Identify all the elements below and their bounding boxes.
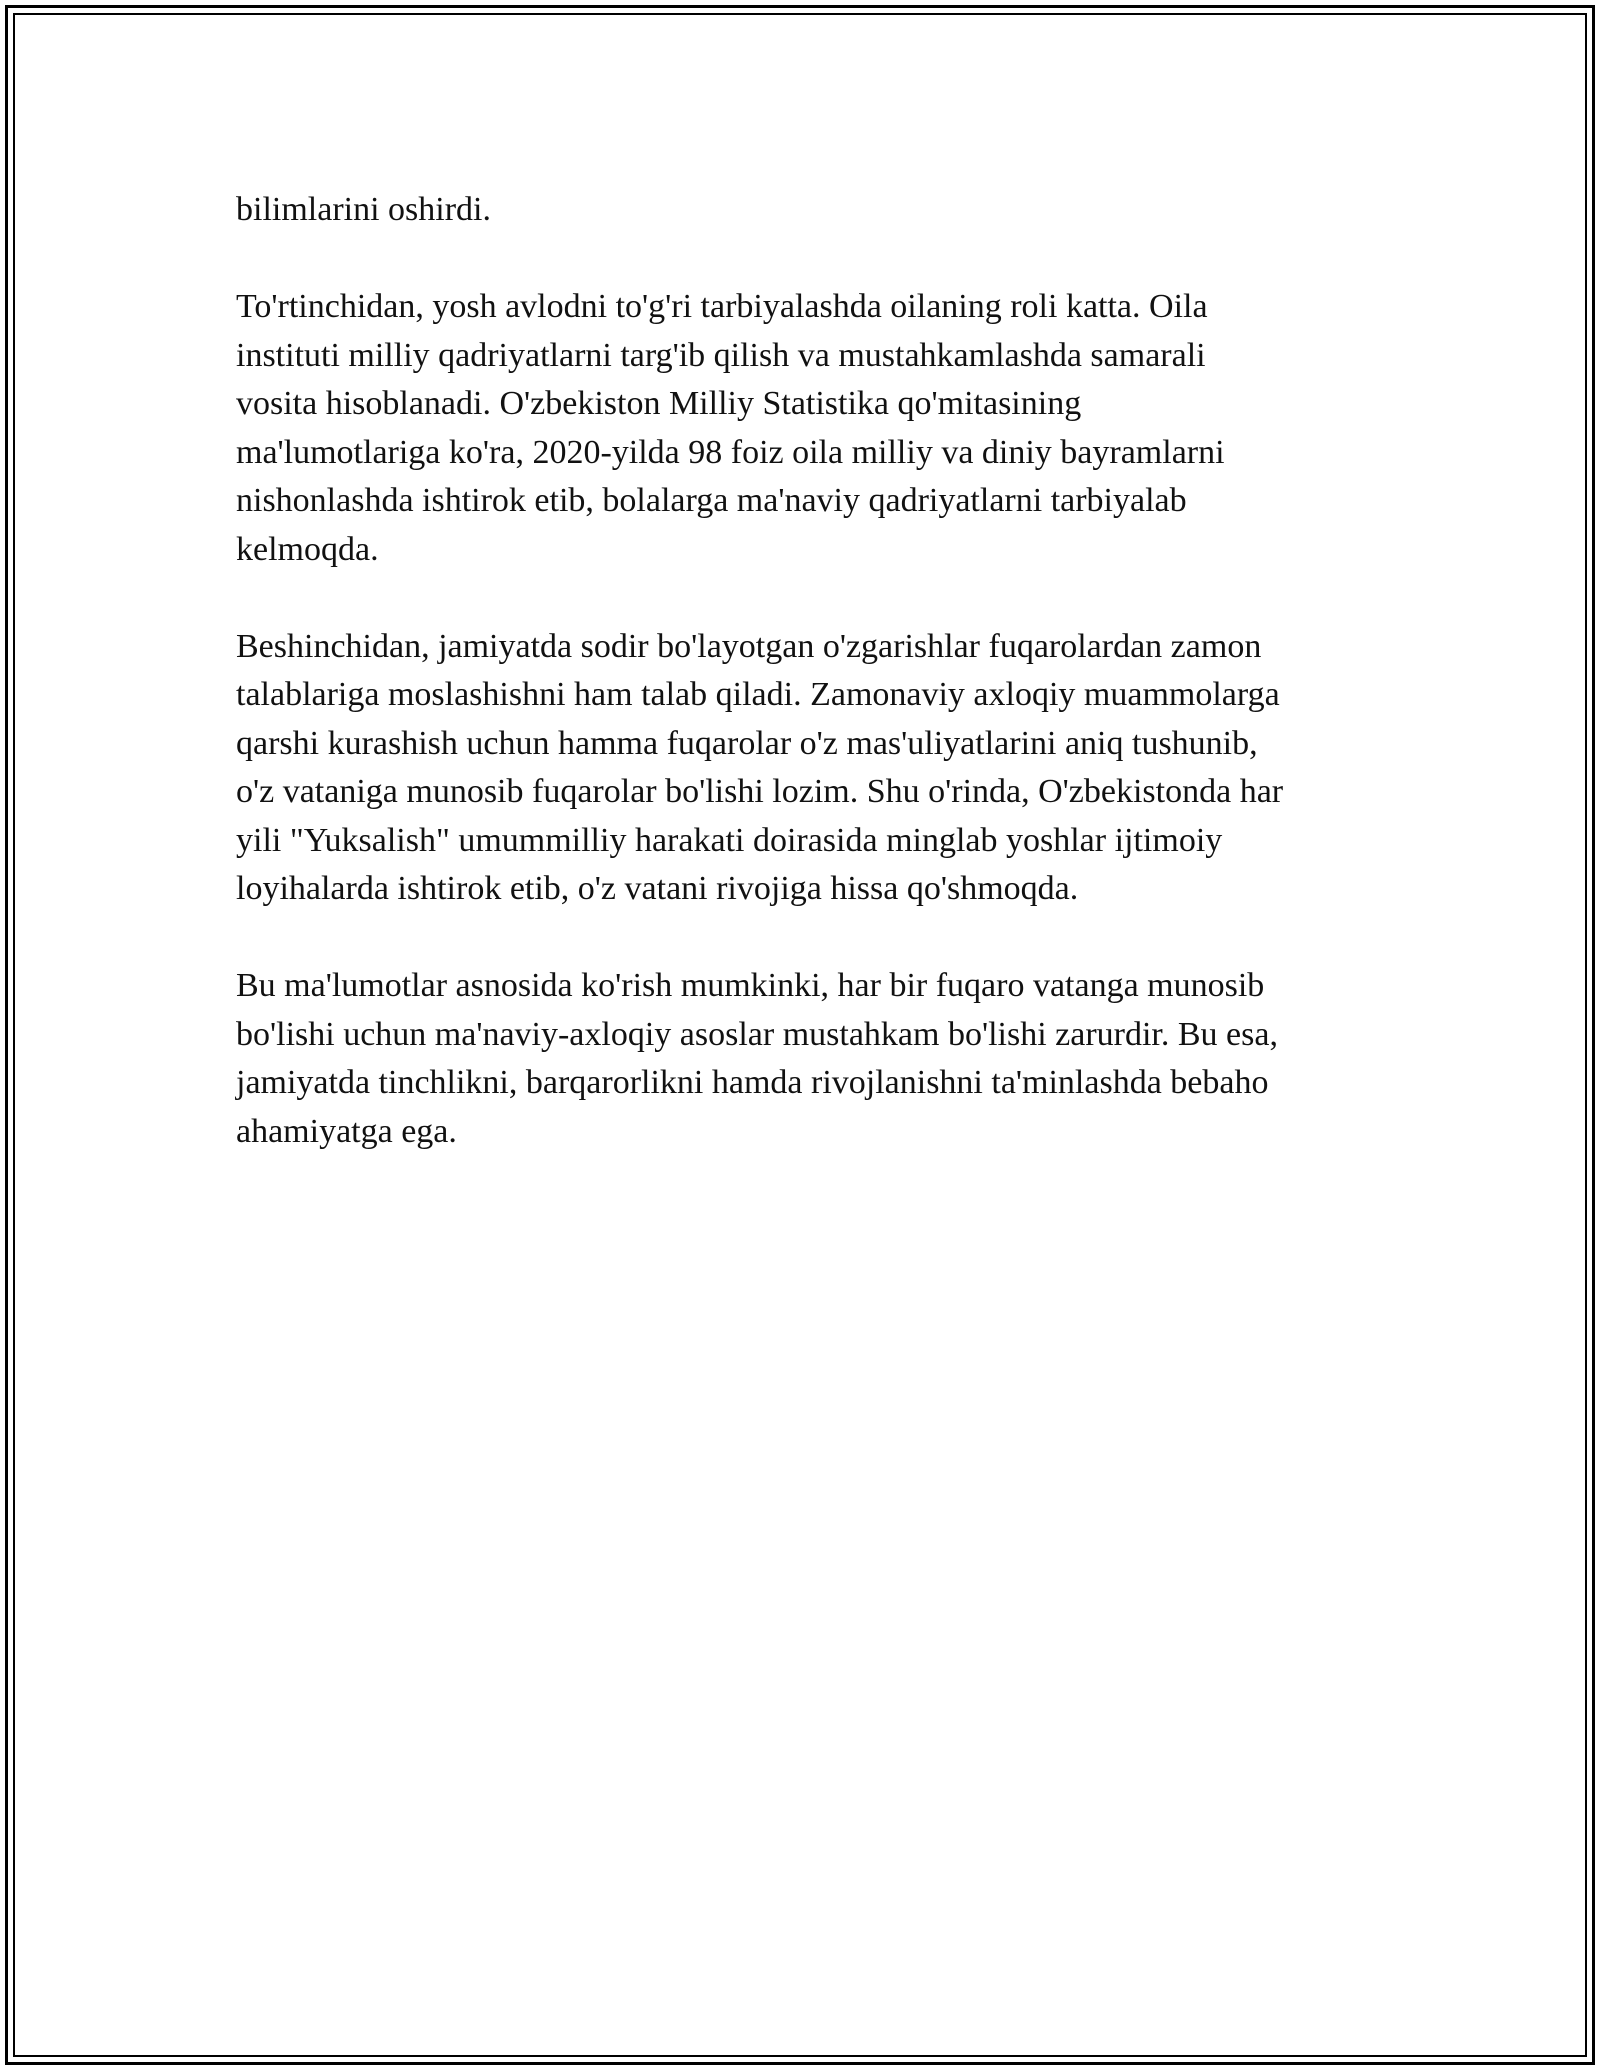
paragraph-2: To'rtinchidan, yosh avlodni to'g'ri tarbiyalashda oilaning roli katta. Oila instituti milliy qadriyatlarni targ'ib qilish va mustahkamlashda samarali vosita hisoblanadi. O'zbekiston Milliy Statistika qo'mitasining ma'lumotlariga ko'ra, 2020-yilda 98 foiz oila milliy va diniy bayramlarni nishonlashda ishtirok etib, bolalarga ma'naviy qadriyatlarni tarbiyalab kelmoqda. xyxy=(236,288,1225,568)
paragraph-3: Beshinchidan, jamiyatda sodir bo'layotgan o'zgarishlar fuqarolardan zamon talablariga moslashishni ham talab qiladi. Zamonaviy axloqiy muammolarga qarshi kurashish uchun hamma fuqarolar o'z mas'uliyatlarini aniq tushunib, o'z vataniga munosib fuqarolar bo'lishi lozim. Shu o'rinda, O'zbekistonda har yili "Yuksalish" umummilliy harakati doirasida minglab yoshlar ijtimoiy loyihalarda ishtirok etib, o'z vatani rivojiga hissa qo'shmoqda. xyxy=(236,627,1284,907)
paragraph-4: Bu ma'lumotlar asnosida ko'rish mumkinki, har bir fuqaro vatanga munosib bo'lishi uchun ma'naviy-axloqiy asoslar mustahkam bo'lishi zarurdir. Bu esa, jamiyatda tinchlikni, barqarorlikni hamda rivojlanishni ta'minlashda bebaho ahamiyatga ega. xyxy=(236,967,1278,1150)
document-body xyxy=(236,186,1386,1205)
paragraph-1: bilimlarini oshirdi. xyxy=(236,191,491,228)
